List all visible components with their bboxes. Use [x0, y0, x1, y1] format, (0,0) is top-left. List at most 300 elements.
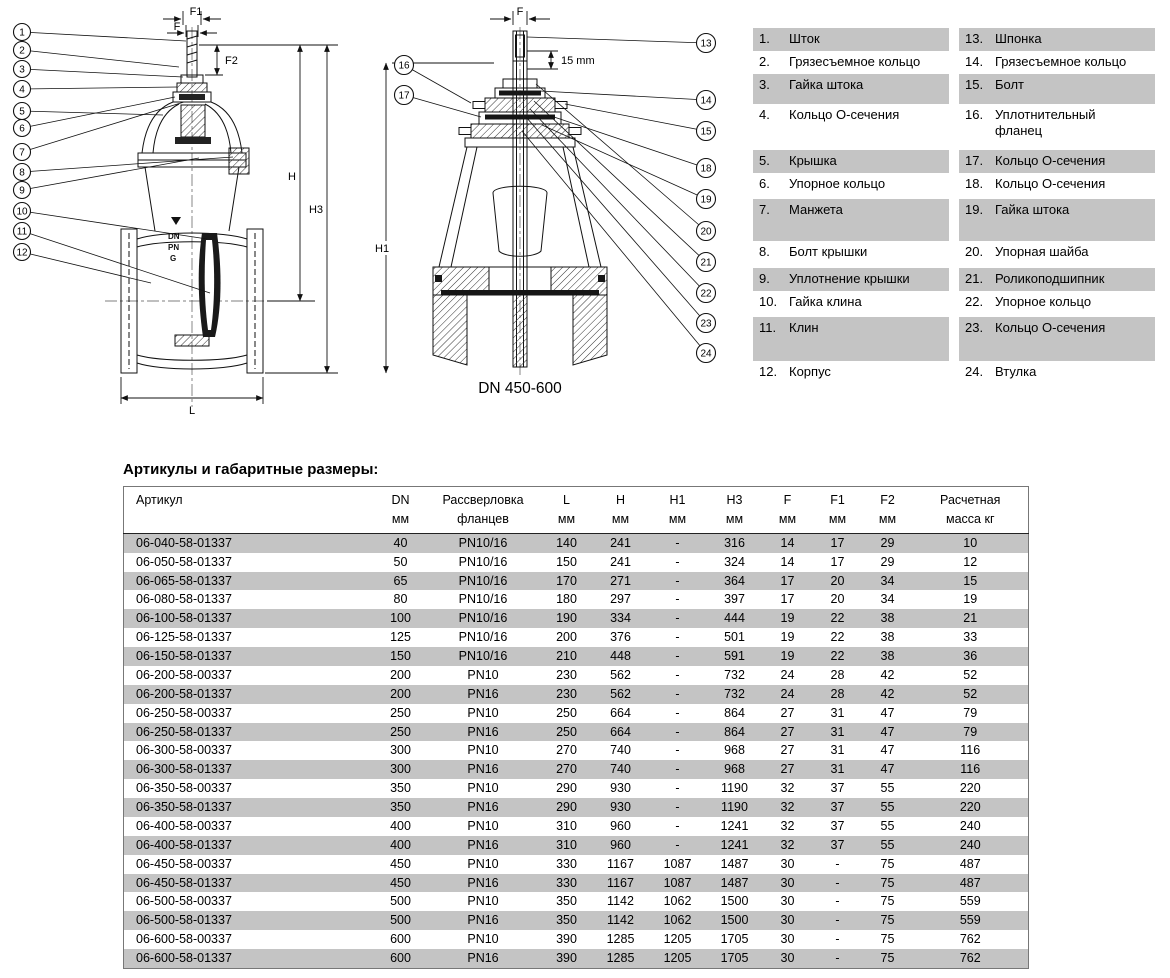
part-name: Упорное кольцо: [789, 176, 886, 191]
part-name: Грязесъемное кольцо: [789, 54, 921, 69]
column-header: Артикул: [136, 493, 183, 507]
article-cell: 06-450-58-00337: [136, 856, 232, 871]
value-cell: -: [675, 592, 680, 607]
parts-cell-left: [753, 291, 949, 317]
callout-leader-line: [22, 158, 199, 190]
parts-cell-right: [959, 150, 1155, 173]
value-cell: 864: [724, 724, 745, 739]
value-cell: 19: [963, 592, 978, 607]
column-unit: мм: [668, 511, 687, 526]
part-number: 15.: [965, 77, 984, 92]
value-cell: 31: [830, 762, 845, 777]
value-cell: 230: [556, 667, 577, 682]
dim-label-15mm: 15 mm: [561, 55, 595, 67]
value-cell: 316: [724, 535, 745, 550]
value-cell: 600: [390, 951, 411, 965]
value-cell: -: [835, 951, 840, 965]
table-row: [124, 572, 1029, 591]
value-cell: 32: [780, 837, 795, 852]
dim-label-h1: H1: [375, 243, 390, 255]
value-cell: 34: [880, 592, 895, 607]
value-cell: 270: [556, 743, 577, 758]
value-cell: 1487: [720, 856, 749, 871]
value-cell: 27: [780, 705, 795, 720]
value-cell: 559: [959, 894, 981, 909]
article-cell: 06-050-58-01337: [136, 554, 232, 569]
value-cell: 37: [830, 800, 845, 814]
value-cell: 1087: [663, 875, 692, 890]
callout-number: 6: [19, 123, 25, 135]
value-cell: -: [675, 762, 680, 777]
table-row: [124, 874, 1029, 893]
article-cell: 06-080-58-01337: [136, 592, 232, 607]
part-name: Кольцо О-сечения: [995, 153, 1106, 168]
callout-number: 17: [398, 90, 410, 102]
value-cell: 960: [610, 837, 631, 852]
value-cell: -: [675, 705, 680, 720]
value-cell: 47: [880, 743, 895, 758]
value-cell: 448: [610, 649, 631, 663]
part-name: Уплотнительный фланец: [995, 107, 1096, 139]
value-cell: 125: [390, 630, 411, 645]
dim-label-l: L: [188, 405, 196, 417]
value-cell: 350: [390, 781, 411, 796]
value-cell: 250: [556, 724, 577, 739]
part-number: 21.: [965, 271, 984, 286]
value-cell: 65: [393, 573, 408, 588]
parts-row: [753, 268, 1155, 291]
part-name: Гайка клина: [789, 294, 862, 309]
callout-leader-line: [404, 95, 481, 117]
value-cell: 350: [556, 894, 577, 909]
value-cell: 40: [393, 535, 408, 550]
value-cell: 241: [610, 554, 631, 569]
value-cell: 55: [880, 818, 895, 833]
parts-cell-left: [753, 361, 949, 384]
part-name: Роликоподшипник: [995, 271, 1105, 286]
part-number: 18.: [965, 176, 984, 191]
value-cell: 559: [959, 913, 981, 928]
table-row: [124, 836, 1029, 855]
value-cell: 200: [390, 667, 411, 682]
value-cell: 390: [556, 932, 577, 947]
value-cell: 1190: [721, 800, 748, 814]
value-cell: 28: [830, 667, 845, 682]
article-cell: 06-400-58-01337: [136, 837, 232, 852]
value-cell: 271: [610, 573, 631, 588]
callout-leader-line: [22, 69, 183, 77]
table-row: [124, 590, 1029, 609]
value-cell: 28: [830, 686, 845, 701]
callout-number: 14: [700, 95, 712, 107]
article-cell: 06-500-58-00337: [136, 894, 232, 909]
callout-number: 1: [19, 27, 25, 39]
callout-leader-line: [22, 87, 177, 89]
value-cell: 1205: [663, 951, 692, 965]
value-cell: 17: [830, 535, 845, 550]
value-cell: 17: [780, 573, 795, 588]
value-cell: 1062: [663, 894, 692, 909]
value-cell: 1142: [607, 894, 634, 909]
value-cell: PN10/16: [458, 611, 508, 626]
part-number: 1.: [759, 31, 770, 46]
part-name: Клин: [789, 320, 819, 335]
value-cell: 31: [830, 705, 845, 720]
value-cell: 22: [830, 611, 845, 626]
callout-number: 23: [700, 318, 712, 330]
value-cell: 960: [610, 818, 631, 833]
part-name: Манжета: [789, 202, 843, 217]
value-cell: 47: [880, 762, 895, 777]
value-cell: -: [675, 686, 680, 701]
parts-row: [753, 104, 1155, 150]
table-header: [124, 487, 1029, 534]
column-unit: мм: [391, 511, 410, 526]
value-cell: 29: [880, 535, 895, 550]
value-cell: 270: [556, 762, 577, 777]
value-cell: 27: [780, 743, 795, 758]
value-cell: 38: [880, 611, 895, 626]
value-cell: 1285: [606, 951, 635, 965]
value-cell: 170: [556, 573, 577, 588]
article-cell: 06-250-58-00337: [136, 705, 232, 720]
parts-row: [753, 317, 1155, 361]
callout-balloon: [14, 244, 152, 284]
value-cell: 19: [780, 611, 795, 626]
part-name: Кольцо О-сечения: [995, 176, 1106, 191]
value-cell: 75: [880, 932, 895, 947]
value-cell: 75: [880, 894, 895, 909]
callout-leader-line: [22, 102, 184, 152]
value-cell: 1705: [720, 951, 749, 965]
column-unit: мм: [828, 511, 847, 526]
value-cell: 250: [390, 705, 411, 720]
value-cell: 21: [963, 611, 978, 626]
callout-number: 21: [700, 257, 712, 269]
table-row: [124, 949, 1029, 968]
table-row: [124, 911, 1029, 930]
callout-leader-line: [22, 97, 175, 128]
article-cell: 06-150-58-01337: [136, 649, 232, 663]
value-cell: 37: [830, 818, 845, 833]
part-number: 20.: [965, 244, 984, 259]
callout-balloon: [548, 115, 716, 178]
parts-cell-right: [959, 74, 1155, 104]
value-cell: -: [835, 913, 840, 928]
value-cell: 150: [556, 554, 577, 569]
column-unit: масса кг: [946, 511, 995, 526]
part-name: Грязесъемное кольцо: [995, 54, 1127, 69]
value-cell: -: [675, 818, 680, 833]
value-cell: 562: [610, 686, 631, 701]
table-row: [124, 553, 1029, 572]
callout-number: 19: [700, 194, 712, 206]
part-number: 24.: [965, 364, 984, 379]
parts-cell-right: [959, 291, 1155, 317]
dim-label-f: F: [173, 21, 181, 33]
parts-row: [753, 150, 1155, 173]
part-name: Упорная шайба: [995, 244, 1089, 259]
article-cell: 06-600-58-00337: [136, 932, 232, 947]
value-cell: -: [675, 573, 680, 588]
value-cell: PN10: [467, 818, 499, 833]
part-number: 5.: [759, 153, 770, 168]
part-number: 6.: [759, 176, 770, 191]
value-cell: 75: [880, 913, 895, 928]
value-cell: 17: [830, 554, 845, 569]
callout-leader-line: [534, 101, 706, 262]
value-cell: PN10: [467, 932, 499, 947]
value-cell: 290: [556, 781, 577, 796]
value-cell: 1705: [720, 932, 749, 947]
column-header: DN: [391, 493, 410, 507]
value-cell: 32: [780, 818, 795, 833]
parts-cell-right: [959, 104, 1155, 150]
value-cell: PN10/16: [458, 630, 508, 645]
value-cell: 32: [780, 800, 795, 814]
value-cell: 450: [390, 875, 411, 890]
value-cell: 22: [830, 630, 845, 645]
callout-balloon: [522, 131, 716, 363]
article-cell: 06-600-58-01337: [136, 951, 232, 965]
value-cell: 80: [393, 592, 408, 607]
article-cell: 06-350-58-00337: [136, 781, 232, 796]
callout-balloon: [14, 81, 178, 98]
value-cell: 500: [390, 913, 411, 928]
article-cell: 06-125-58-01337: [136, 630, 232, 645]
article-cell: 06-400-58-00337: [136, 818, 232, 833]
article-cell: 06-450-58-01337: [136, 875, 232, 890]
value-cell: 14: [780, 535, 795, 550]
value-cell: 52: [963, 667, 978, 682]
value-cell: 20: [830, 573, 845, 588]
part-number: 23.: [965, 320, 984, 335]
value-cell: 190: [556, 611, 577, 626]
value-cell: 444: [724, 611, 745, 626]
value-cell: 300: [390, 743, 411, 758]
value-cell: -: [835, 932, 840, 947]
callout-leader-line: [527, 37, 706, 43]
part-name: Гайка штока: [789, 77, 864, 92]
dimensions-table: [123, 486, 1029, 969]
value-cell: PN10: [467, 781, 499, 796]
article-cell: 06-300-58-00337: [136, 743, 232, 758]
column-header: L: [563, 493, 570, 507]
value-cell: 55: [880, 781, 895, 796]
column-unit: фланцев: [457, 511, 509, 526]
callout-number: 16: [398, 60, 410, 72]
value-cell: PN10/16: [458, 535, 508, 550]
callout-leader-line: [22, 231, 210, 293]
value-cell: 664: [610, 705, 631, 720]
value-cell: 732: [724, 667, 745, 682]
column-header: H: [615, 493, 626, 507]
callout-balloon: [526, 117, 716, 333]
value-cell: 210: [556, 649, 577, 663]
value-cell: 350: [556, 913, 577, 928]
value-cell: 376: [610, 630, 631, 645]
value-cell: 30: [780, 894, 795, 909]
parts-cell-right: [959, 361, 1155, 384]
value-cell: 180: [556, 592, 577, 607]
column-unit: мм: [725, 511, 744, 526]
value-cell: 310: [556, 818, 577, 833]
callout-number: 2: [19, 45, 25, 57]
callout-leader-line: [530, 109, 706, 293]
article-cell: 06-500-58-01337: [136, 913, 232, 928]
value-cell: 240: [959, 818, 981, 833]
parts-row: [753, 173, 1155, 199]
value-cell: 1500: [720, 913, 749, 928]
value-cell: -: [835, 894, 840, 909]
value-cell: PN10/16: [458, 573, 508, 588]
column-unit: мм: [778, 511, 797, 526]
body-marking-g: G: [170, 254, 177, 263]
value-cell: 15: [963, 573, 978, 588]
value-cell: 220: [959, 781, 981, 796]
value-cell: 230: [556, 686, 577, 701]
body-marking-dn: DN: [168, 232, 180, 241]
value-cell: -: [675, 535, 680, 550]
value-cell: 33: [963, 630, 978, 645]
value-cell: 27: [780, 724, 795, 739]
article-cell: 06-040-58-01337: [136, 535, 232, 550]
value-cell: -: [835, 875, 840, 890]
part-name: Кольцо О-сечения: [995, 320, 1106, 335]
value-cell: 1190: [721, 781, 748, 796]
value-cell: PN16: [467, 724, 499, 739]
part-name: Втулка: [995, 364, 1037, 379]
value-cell: 37: [830, 781, 845, 796]
parts-cell-right: [959, 241, 1155, 268]
callout-leader-line: [548, 115, 706, 168]
article-cell: 06-100-58-01337: [136, 611, 232, 626]
column-header: F: [783, 493, 792, 507]
parts-row: [753, 74, 1155, 104]
part-name: Болт крышки: [789, 244, 868, 259]
value-cell: 400: [390, 818, 411, 833]
value-cell: 79: [963, 705, 978, 720]
value-cell: 30: [780, 951, 795, 965]
value-cell: 42: [880, 667, 895, 682]
value-cell: 740: [610, 762, 631, 777]
callout-number: 7: [19, 147, 25, 159]
value-cell: 300: [390, 762, 411, 777]
parts-cell-left: [753, 317, 949, 361]
callout-leader-line: [22, 157, 233, 172]
value-cell: 591: [724, 649, 745, 663]
table-row: [124, 685, 1029, 704]
column-header: Рассверловка: [442, 493, 524, 507]
value-cell: PN16: [467, 913, 499, 928]
value-cell: -: [675, 837, 680, 852]
table-row: [124, 760, 1029, 779]
value-cell: 297: [610, 592, 631, 607]
callout-number: 4: [19, 84, 25, 96]
part-number: 4.: [759, 107, 770, 122]
value-cell: 79: [963, 724, 978, 739]
column-header: H1: [669, 493, 686, 507]
callout-number: 15: [700, 126, 712, 138]
value-cell: 47: [880, 724, 895, 739]
value-cell: 100: [390, 611, 411, 626]
value-cell: PN10/16: [458, 554, 508, 569]
value-cell: 55: [880, 837, 895, 852]
value-cell: 38: [880, 649, 895, 663]
value-cell: 732: [724, 686, 745, 701]
value-cell: 1087: [663, 856, 692, 871]
value-cell: 487: [959, 875, 981, 890]
value-cell: 27: [780, 762, 795, 777]
parts-cell-left: [753, 104, 949, 150]
value-cell: 200: [556, 630, 577, 645]
part-number: 17.: [965, 153, 984, 168]
value-cell: -: [675, 667, 680, 682]
value-cell: 968: [724, 762, 745, 777]
callout-number: 18: [700, 163, 712, 175]
value-cell: 38: [880, 630, 895, 645]
table-row: [124, 855, 1029, 874]
value-cell: -: [835, 856, 840, 871]
value-cell: 150: [390, 649, 411, 663]
part-number: 7.: [759, 202, 770, 217]
value-cell: 32: [780, 781, 795, 796]
part-name: Корпус: [789, 364, 831, 379]
value-cell: 240: [959, 837, 981, 852]
value-cell: 350: [390, 800, 411, 814]
callout-balloon: [14, 103, 164, 120]
value-cell: -: [675, 649, 680, 663]
parts-cell-right: [959, 51, 1155, 74]
callout-number: 22: [700, 288, 712, 300]
value-cell: PN10: [467, 743, 499, 758]
part-number: 3.: [759, 77, 770, 92]
dim-label-f: F: [516, 6, 524, 18]
value-cell: -: [675, 800, 680, 814]
value-cell: PN10/16: [458, 649, 508, 663]
value-cell: 30: [780, 856, 795, 871]
part-number: 16.: [965, 107, 984, 122]
callout-balloon: [14, 61, 184, 78]
value-cell: 740: [610, 743, 631, 758]
table-row: [124, 533, 1029, 552]
value-cell: PN16: [467, 762, 499, 777]
value-cell: 864: [724, 705, 745, 720]
value-cell: 30: [780, 875, 795, 890]
dim-label-h3: H3: [308, 204, 323, 216]
dimensions-table-wrap: [123, 486, 1029, 969]
callout-leader-line: [22, 50, 179, 67]
value-cell: 10: [963, 535, 978, 550]
value-cell: 116: [960, 762, 981, 777]
value-cell: 75: [880, 875, 895, 890]
article-cell: 06-300-58-01337: [136, 762, 232, 777]
value-cell: 12: [963, 554, 978, 569]
parts-row: [753, 199, 1155, 241]
callout-balloon: [14, 157, 234, 181]
dim-label-f2: F2: [225, 55, 238, 67]
callout-balloon: [527, 34, 716, 53]
value-cell: 42: [880, 686, 895, 701]
value-cell: 968: [724, 743, 745, 758]
column-unit: мм: [557, 511, 576, 526]
table-row: [124, 723, 1029, 742]
parts-row: [753, 51, 1155, 74]
column-unit: мм: [611, 511, 630, 526]
value-cell: 1500: [720, 894, 749, 909]
table-row: [124, 704, 1029, 723]
table-title: Артикулы и габаритные размеры:: [123, 461, 379, 478]
